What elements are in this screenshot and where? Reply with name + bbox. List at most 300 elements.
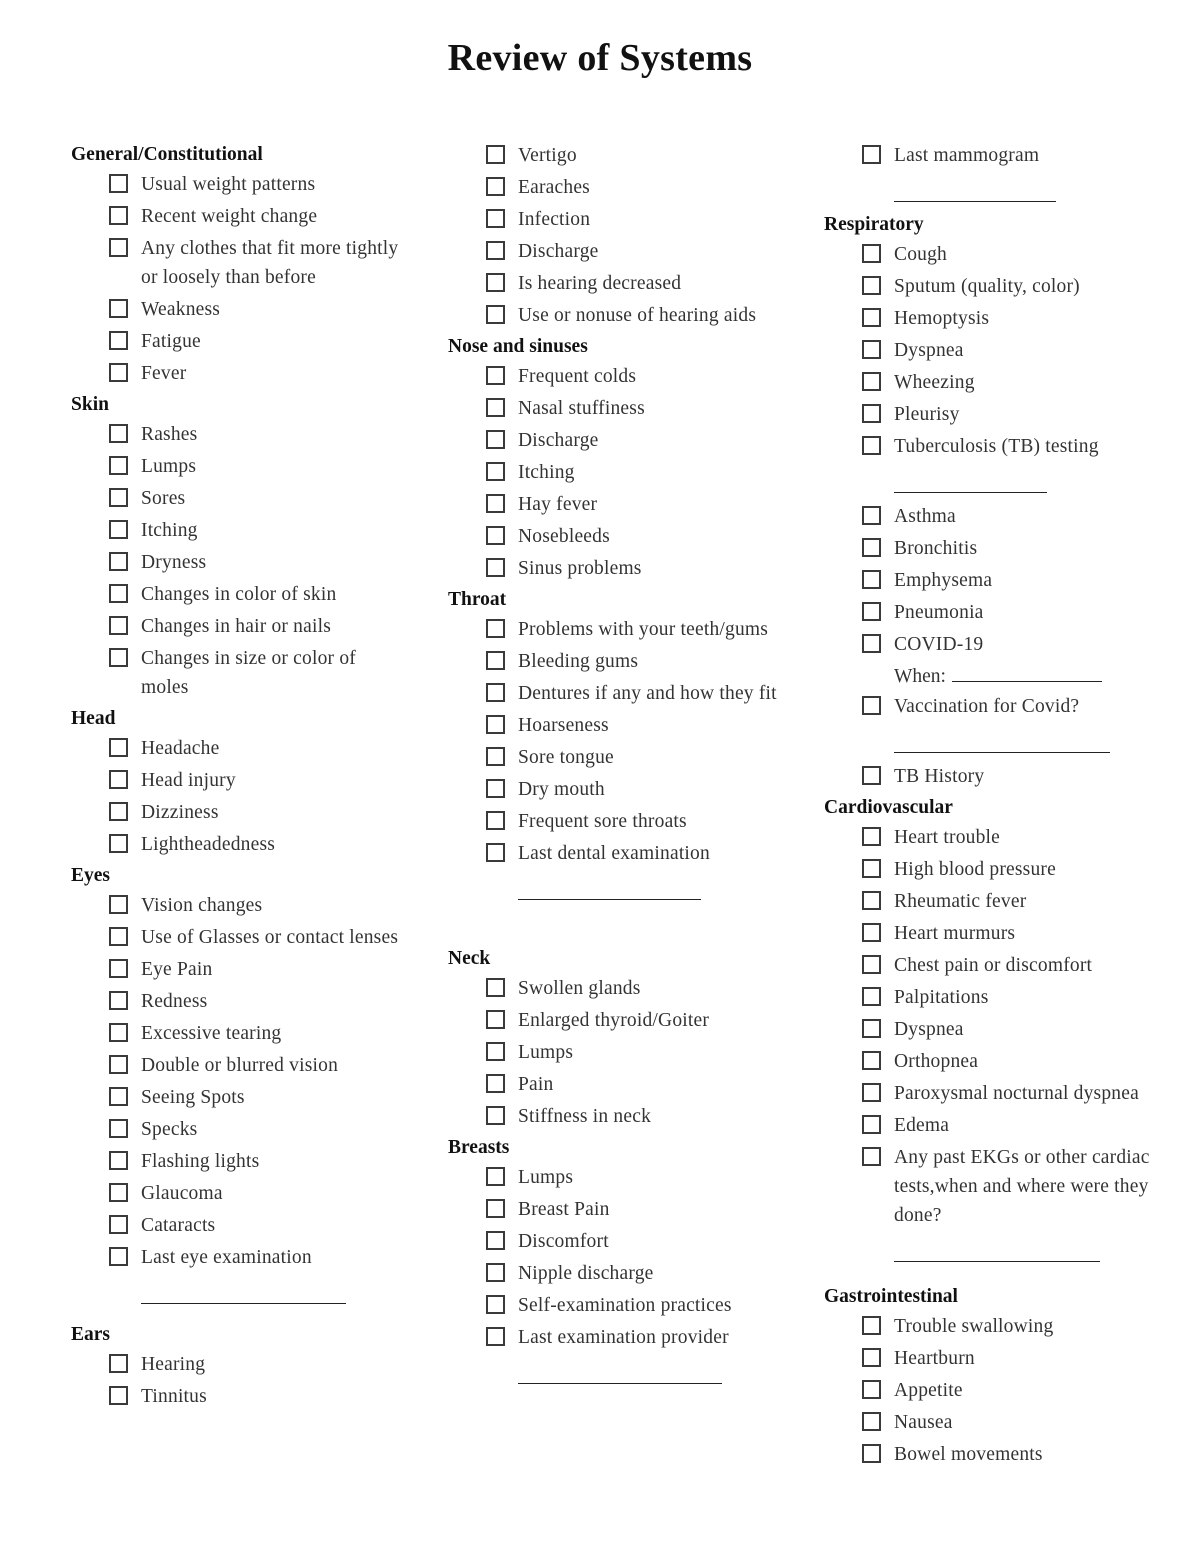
checklist-item-dizziness[interactable] (71, 797, 401, 829)
checkbox[interactable] (109, 1023, 128, 1042)
checkbox[interactable] (109, 1215, 128, 1234)
checklist-item-self-examination-practices[interactable] (448, 1290, 778, 1322)
checklist-item-label: Earaches (518, 177, 590, 198)
checkbox[interactable] (109, 648, 128, 667)
checkbox[interactable] (486, 619, 505, 638)
checklist-item-label: Dryness (141, 552, 207, 573)
checklist-item-label: Heart trouble (894, 827, 1001, 848)
checklist-item-breast-pain[interactable] (448, 1194, 778, 1226)
checklist-item-any-clothes-that-fit-more-tightly-or-loosely-than-before[interactable] (71, 233, 401, 294)
checklist-item-hoarseness[interactable] (448, 710, 778, 742)
checkbox[interactable] (109, 1386, 128, 1405)
checklist-item-label: Last mammogram (894, 145, 1040, 166)
checklist-item-label: TB History (894, 766, 985, 787)
checkbox[interactable] (109, 991, 128, 1010)
checklist-item-label: Double or blurred vision (141, 1055, 339, 1076)
checkbox[interactable] (109, 1119, 128, 1138)
checkbox[interactable] (109, 424, 128, 443)
checklist-item-label: Use or nonuse of hearing aids (518, 305, 757, 326)
checklist-item-pneumonia[interactable] (824, 597, 1154, 629)
checkbox[interactable] (486, 1263, 505, 1282)
checklist-item-swollen-glands[interactable] (448, 973, 778, 1005)
checklist-item-label: Hemoptysis (894, 308, 990, 329)
checklist-item-label: Paroxysmal nocturnal dyspnea (894, 1083, 1139, 1104)
checklist-item-dyspnea[interactable] (824, 1014, 1154, 1046)
checklist-item-orthopnea[interactable] (824, 1046, 1154, 1078)
checkbox[interactable] (862, 244, 881, 263)
checklist-item-dentures-if-any-and-how-they-fit[interactable] (448, 678, 778, 710)
last-exam-provider-line[interactable] (448, 1354, 778, 1392)
checkbox[interactable] (486, 1042, 505, 1061)
checklist-item-eye-pain[interactable] (71, 954, 401, 986)
checkbox[interactable] (862, 955, 881, 974)
checklist-item-tb-history[interactable] (824, 761, 1154, 793)
checklist-item-weakness[interactable] (71, 294, 401, 326)
checkbox[interactable] (486, 811, 505, 830)
checklist-item-lumps[interactable] (448, 1162, 778, 1194)
checklist-item-label: Vertigo (518, 145, 577, 166)
checklist (71, 419, 401, 704)
checklist-item-nasal-stuffiness[interactable] (448, 393, 778, 425)
checklist-item-flashing-lights[interactable] (71, 1146, 401, 1178)
checklist-item-lightheadedness[interactable] (71, 829, 401, 861)
checklist-item-label: Stiffness in neck (518, 1106, 652, 1127)
checklist-item-label: Dyspnea (894, 1019, 964, 1040)
checkbox[interactable] (862, 340, 881, 359)
checkbox[interactable] (486, 1199, 505, 1218)
checkbox[interactable] (486, 305, 505, 324)
section-skin (71, 390, 401, 704)
section-breasts-continued (824, 140, 1154, 210)
checklist-item-label: Glaucoma (141, 1183, 223, 1204)
checklist-item-label: Headache (141, 738, 220, 759)
checklist-item-label: Vaccination for Covid? (894, 696, 1080, 717)
checklist-item-label: Appetite (894, 1380, 963, 1401)
checkbox[interactable] (486, 715, 505, 734)
checklist-item-label: Flashing lights (141, 1151, 260, 1172)
checklist-item-last-examination-provider[interactable] (448, 1322, 778, 1354)
checklist-item-any-past-ekgs-or-other-cardiac-tests-when-and-where-were-they-done[interactable] (824, 1142, 1154, 1232)
checklist-item-label: Discharge (518, 241, 599, 262)
checklist-item-changes-in-hair-or-nails[interactable] (71, 611, 401, 643)
checklist (824, 239, 1154, 463)
section-ears-continued (448, 140, 778, 332)
checkbox[interactable] (109, 238, 128, 257)
checkbox[interactable] (486, 430, 505, 449)
checklist-item-label: Frequent sore throats (518, 811, 687, 832)
checklist-item-use-or-nonuse-of-hearing-aids[interactable] (448, 300, 778, 332)
checkbox[interactable] (862, 696, 881, 715)
checkbox[interactable] (109, 520, 128, 539)
checkbox[interactable] (486, 494, 505, 513)
checkbox[interactable] (862, 891, 881, 910)
checklist-item-discomfort[interactable] (448, 1226, 778, 1258)
checklist-item-label: Changes in hair or nails (141, 616, 332, 637)
checklist-item-covid-19[interactable] (824, 629, 1154, 661)
checklist-item-label: Head injury (141, 770, 236, 791)
checklist (824, 140, 1154, 172)
checklist-item-lumps[interactable] (448, 1037, 778, 1069)
checklist-item-label: Bronchitis (894, 538, 978, 559)
checklist-item-usual-weight-patterns[interactable] (71, 169, 401, 201)
checklist-item-heart-murmurs[interactable] (824, 918, 1154, 950)
checkbox[interactable] (862, 1083, 881, 1102)
checkbox[interactable] (486, 1167, 505, 1186)
checkbox[interactable] (862, 145, 881, 164)
checklist-item-label: Heart murmurs (894, 923, 1016, 944)
checklist-item-label: Pleurisy (894, 404, 960, 425)
checklist-item-fever[interactable] (71, 358, 401, 390)
checklist-item-label: Nasal stuffiness (518, 398, 645, 419)
checklist-item-label: Excessive tearing (141, 1023, 282, 1044)
section-head (71, 704, 401, 861)
checkbox[interactable] (109, 959, 128, 978)
checkbox[interactable] (862, 827, 881, 846)
checkbox[interactable] (109, 456, 128, 475)
checklist-item-frequent-sore-throats[interactable] (448, 806, 778, 838)
checklist-item-label: Pneumonia (894, 602, 984, 623)
checklist-item-label: High blood pressure (894, 859, 1056, 880)
checklist (824, 691, 1154, 723)
checklist-item-nipple-discharge[interactable] (448, 1258, 778, 1290)
checkbox[interactable] (862, 276, 881, 295)
checkbox[interactable] (862, 404, 881, 423)
checkbox[interactable] (862, 1147, 881, 1166)
checkbox[interactable] (486, 526, 505, 545)
checklist-item-use-of-glasses-or-contact-lenses[interactable] (71, 922, 401, 954)
checklist-item-specks[interactable] (71, 1114, 401, 1146)
checklist-item-dyspnea[interactable] (824, 335, 1154, 367)
checklist (448, 973, 778, 1133)
checkbox[interactable] (862, 1115, 881, 1134)
section-heading-gastrointestinal: Gastrointestinal (824, 1286, 958, 1307)
checkbox[interactable] (486, 747, 505, 766)
checklist-item-label: Lightheadedness (141, 834, 276, 855)
checkbox[interactable] (862, 923, 881, 942)
checkbox[interactable] (862, 436, 881, 455)
checkbox[interactable] (862, 1444, 881, 1463)
checkbox[interactable] (862, 372, 881, 391)
column-2 (448, 140, 778, 1392)
checklist (71, 890, 401, 1274)
page-title: Review of Systems (447, 37, 753, 79)
section-heading-throat: Throat (448, 589, 507, 610)
checklist-item-label: Enlarged thyroid/Goiter (518, 1010, 710, 1031)
checkbox[interactable] (109, 174, 128, 193)
checkbox[interactable] (109, 299, 128, 318)
checklist-item-label: Is hearing decreased (518, 273, 682, 294)
checklist-item-label: Dry mouth (518, 779, 605, 800)
checklist-item-excessive-tearing[interactable] (71, 1018, 401, 1050)
checklist-item-label: Hoarseness (518, 715, 609, 736)
checkbox[interactable] (109, 363, 128, 382)
checklist-item-pleurisy[interactable] (824, 399, 1154, 431)
checkbox[interactable] (109, 331, 128, 350)
checklist-item-bleeding-gums[interactable] (448, 646, 778, 678)
checklist (448, 1162, 778, 1354)
checklist-item-sore-tongue[interactable] (448, 742, 778, 774)
checklist-item-label: Infection (518, 209, 591, 230)
checklist-item-label: Asthma (894, 506, 956, 527)
checklist-item-appetite[interactable] (824, 1375, 1154, 1407)
checklist (824, 761, 1154, 793)
covid-when (824, 661, 1154, 691)
checklist-item-label: Last dental examination (518, 843, 710, 864)
checkbox[interactable] (862, 766, 881, 785)
checklist-item-label: Cataracts (141, 1215, 216, 1236)
checklist-item-label: Itching (141, 520, 198, 541)
ekg-line[interactable] (824, 1232, 1154, 1270)
checklist-item-label: Specks (141, 1119, 198, 1140)
checkbox[interactable] (109, 834, 128, 853)
checkbox[interactable] (486, 683, 505, 702)
checkbox[interactable] (486, 779, 505, 798)
checklist-item-is-hearing-decreased[interactable] (448, 268, 778, 300)
checklist-item-vaccination-for-covid[interactable] (824, 691, 1154, 723)
checklist-item-nosebleeds[interactable] (448, 521, 778, 553)
checklist-item-label: Lumps (141, 456, 197, 477)
last-mammogram-line[interactable] (824, 172, 1154, 210)
checklist-item-earaches[interactable] (448, 172, 778, 204)
section-heading-nose: Nose and sinuses (448, 336, 588, 357)
column-3 (824, 140, 1154, 1471)
checklist-item-sinus-problems[interactable] (448, 553, 778, 585)
section-respiratory (824, 210, 1154, 793)
checkbox[interactable] (109, 770, 128, 789)
checkbox[interactable] (862, 1412, 881, 1431)
checkbox[interactable] (862, 859, 881, 878)
checklist-item-label: Sore tongue (518, 747, 614, 768)
checkbox[interactable] (109, 1354, 128, 1373)
checklist (448, 361, 778, 585)
checkbox[interactable] (862, 987, 881, 1006)
checklist-item-label: Discomfort (518, 1231, 609, 1252)
checkbox[interactable] (862, 1051, 881, 1070)
checkbox[interactable] (486, 558, 505, 577)
checkbox[interactable] (486, 843, 505, 862)
checkbox[interactable] (862, 506, 881, 525)
checklist-item-hay-fever[interactable] (448, 489, 778, 521)
checklist-item-label: Redness (141, 991, 208, 1012)
checklist-item-wheezing[interactable] (824, 367, 1154, 399)
checklist-item-label: Cough (894, 244, 948, 265)
checklist-item-label: Last examination provider (518, 1327, 729, 1348)
checklist-item-sores[interactable] (71, 483, 401, 515)
checkbox[interactable] (486, 209, 505, 228)
checklist-item-hearing[interactable] (71, 1349, 401, 1381)
checklist-item-label: Lumps (518, 1042, 574, 1063)
checklist-item-label: Tuberculosis (TB) testing (894, 436, 1099, 457)
checklist-item-label: Rheumatic fever (894, 891, 1027, 912)
checklist-item-vertigo[interactable] (448, 140, 778, 172)
checkbox[interactable] (109, 488, 128, 507)
checklist-item-headache[interactable] (71, 733, 401, 765)
checklist-item-label: Dyspnea (894, 340, 964, 361)
checklist-item-problems-with-your-teeth-gums[interactable] (448, 614, 778, 646)
checkbox[interactable] (486, 366, 505, 385)
checklist-item-cough[interactable] (824, 239, 1154, 271)
checklist-item-label: Usual weight patterns (141, 174, 316, 195)
section-heading-head: Head (71, 708, 116, 729)
checklist-item-tuberculosis-tb-testing[interactable] (824, 431, 1154, 463)
checklist-item-bowel-movements[interactable] (824, 1439, 1154, 1471)
checklist (824, 501, 1154, 661)
checklist-item-bronchitis[interactable] (824, 533, 1154, 565)
checkbox[interactable] (109, 206, 128, 225)
checklist-item-tinnitus[interactable] (71, 1381, 401, 1413)
checkbox[interactable] (109, 738, 128, 757)
section-general (71, 140, 401, 390)
checkbox[interactable] (486, 462, 505, 481)
checklist-item-label: Dizziness (141, 802, 219, 823)
checkbox[interactable] (109, 1247, 128, 1266)
checklist-item-pain[interactable] (448, 1069, 778, 1101)
checklist-item-enlarged-thyroid-goiter[interactable] (448, 1005, 778, 1037)
checklist-item-label: Chest pain or discomfort (894, 955, 1093, 976)
checklist-item-label: Vision changes (141, 895, 263, 916)
checklist-item-label: Sputum (quality, color) (894, 276, 1080, 297)
checklist-item-changes-in-size-or-color-of-moles[interactable] (71, 643, 401, 704)
checklist-item-label: Changes in size or color of moles (141, 648, 356, 698)
checklist-item-itching[interactable] (448, 457, 778, 489)
tb-testing-line[interactable] (824, 463, 1154, 501)
checklist-item-itching[interactable] (71, 515, 401, 547)
checkbox[interactable] (486, 145, 505, 164)
checklist-item-label: Any clothes that fit more tightly or loosely than before (141, 238, 399, 288)
checkbox[interactable] (486, 1295, 505, 1314)
checkbox[interactable] (862, 1019, 881, 1038)
checklist-item-asthma[interactable] (824, 501, 1154, 533)
checklist-item-label: Hearing (141, 1354, 206, 1375)
checkbox[interactable] (862, 1380, 881, 1399)
checkbox[interactable] (486, 241, 505, 260)
checklist-item-label: Any past EKGs or other cardiac tests,when and where were they done? (894, 1147, 1150, 1226)
checkbox[interactable] (486, 978, 505, 997)
checklist-item-heartburn[interactable] (824, 1343, 1154, 1375)
checklist (448, 140, 778, 332)
checklist-item-vision-changes[interactable] (71, 890, 401, 922)
checkbox[interactable] (862, 1316, 881, 1335)
covid-when-label: When: (894, 666, 946, 687)
checklist-item-label: Itching (518, 462, 575, 483)
checklist-item-label: Swollen glands (518, 978, 641, 999)
checkbox[interactable] (862, 1348, 881, 1367)
checklist-item-cataracts[interactable] (71, 1210, 401, 1242)
checklist-item-last-mammogram[interactable] (824, 140, 1154, 172)
checkbox[interactable] (486, 651, 505, 670)
checklist-item-palpitations[interactable] (824, 982, 1154, 1014)
checklist-item-edema[interactable] (824, 1110, 1154, 1142)
section-heading-neck: Neck (448, 948, 491, 969)
checklist-item-fatigue[interactable] (71, 326, 401, 358)
checklist-item-label: Pain (518, 1074, 554, 1095)
checklist-item-redness[interactable] (71, 986, 401, 1018)
checklist-item-label: Emphysema (894, 570, 993, 591)
checklist-item-paroxysmal-nocturnal-dyspnea[interactable] (824, 1078, 1154, 1110)
checklist-item-lumps[interactable] (71, 451, 401, 483)
checklist-item-label: COVID-19 (894, 634, 984, 655)
checklist-item-emphysema[interactable] (824, 565, 1154, 597)
checkbox[interactable] (109, 616, 128, 635)
checkbox[interactable] (862, 570, 881, 589)
checklist-item-label: Heartburn (894, 1348, 975, 1369)
checklist-item-label: Bowel movements (894, 1444, 1043, 1465)
checkbox[interactable] (486, 1074, 505, 1093)
checklist-item-label: Nosebleeds (518, 526, 610, 547)
checkbox[interactable] (109, 1087, 128, 1106)
checkbox[interactable] (109, 802, 128, 821)
covid-vaccination-line[interactable] (824, 723, 1154, 761)
checkbox[interactable] (486, 1106, 505, 1125)
checklist-item-heart-trouble[interactable] (824, 822, 1154, 854)
checkbox[interactable] (486, 398, 505, 417)
covid-when-line[interactable] (952, 661, 1102, 682)
checklist-item-last-eye-examination[interactable] (71, 1242, 401, 1274)
checkbox[interactable] (862, 602, 881, 621)
checkbox[interactable] (862, 308, 881, 327)
last-dental-exam-line[interactable] (448, 870, 778, 908)
checkbox[interactable] (486, 1327, 505, 1346)
checkbox[interactable] (486, 177, 505, 196)
checkbox[interactable] (486, 273, 505, 292)
checkbox[interactable] (109, 552, 128, 571)
checklist-item-label: Hay fever (518, 494, 598, 515)
checklist-item-head-injury[interactable] (71, 765, 401, 797)
last-eye-exam-line[interactable] (71, 1274, 401, 1312)
checkbox[interactable] (109, 927, 128, 946)
checklist-item-dryness[interactable] (71, 547, 401, 579)
checklist-item-frequent-colds[interactable] (448, 361, 778, 393)
checkbox[interactable] (862, 538, 881, 557)
checklist-item-label: Wheezing (894, 372, 975, 393)
checklist-item-trouble-swallowing[interactable] (824, 1311, 1154, 1343)
checklist-item-rheumatic-fever[interactable] (824, 886, 1154, 918)
checklist-item-double-or-blurred-vision[interactable] (71, 1050, 401, 1082)
checkbox[interactable] (109, 1183, 128, 1202)
checklist-item-label: Trouble swallowing (894, 1316, 1054, 1337)
checklist-item-sputum-quality-color[interactable] (824, 271, 1154, 303)
checkbox[interactable] (109, 1055, 128, 1074)
checklist-item-label: Rashes (141, 424, 198, 445)
checkbox[interactable] (109, 1151, 128, 1170)
checklist-item-stiffness-in-neck[interactable] (448, 1101, 778, 1133)
checkbox[interactable] (109, 895, 128, 914)
checklist-item-changes-in-color-of-skin[interactable] (71, 579, 401, 611)
checklist-item-seeing-spots[interactable] (71, 1082, 401, 1114)
checklist-item-glaucoma[interactable] (71, 1178, 401, 1210)
section-gastrointestinal (824, 1282, 1154, 1471)
checklist-item-infection[interactable] (448, 204, 778, 236)
checklist-item-chest-pain-or-discomfort[interactable] (824, 950, 1154, 982)
checklist-item-nausea[interactable] (824, 1407, 1154, 1439)
checklist-item-label: Orthopnea (894, 1051, 979, 1072)
checkbox[interactable] (486, 1231, 505, 1250)
checklist-item-discharge[interactable] (448, 236, 778, 268)
checklist-item-recent-weight-change[interactable] (71, 201, 401, 233)
checklist-item-last-dental-examination[interactable] (448, 838, 778, 870)
section-heading-breasts: Breasts (448, 1137, 510, 1158)
checklist-item-dry-mouth[interactable] (448, 774, 778, 806)
checklist-item-hemoptysis[interactable] (824, 303, 1154, 335)
checklist-item-label: Nipple discharge (518, 1263, 654, 1284)
checklist-item-high-blood-pressure[interactable] (824, 854, 1154, 886)
checkbox[interactable] (486, 1010, 505, 1029)
checklist-item-rashes[interactable] (71, 419, 401, 451)
checkbox[interactable] (109, 584, 128, 603)
checkbox[interactable] (862, 634, 881, 653)
checklist-item-discharge[interactable] (448, 425, 778, 457)
checklist-item-label: Discharge (518, 430, 599, 451)
